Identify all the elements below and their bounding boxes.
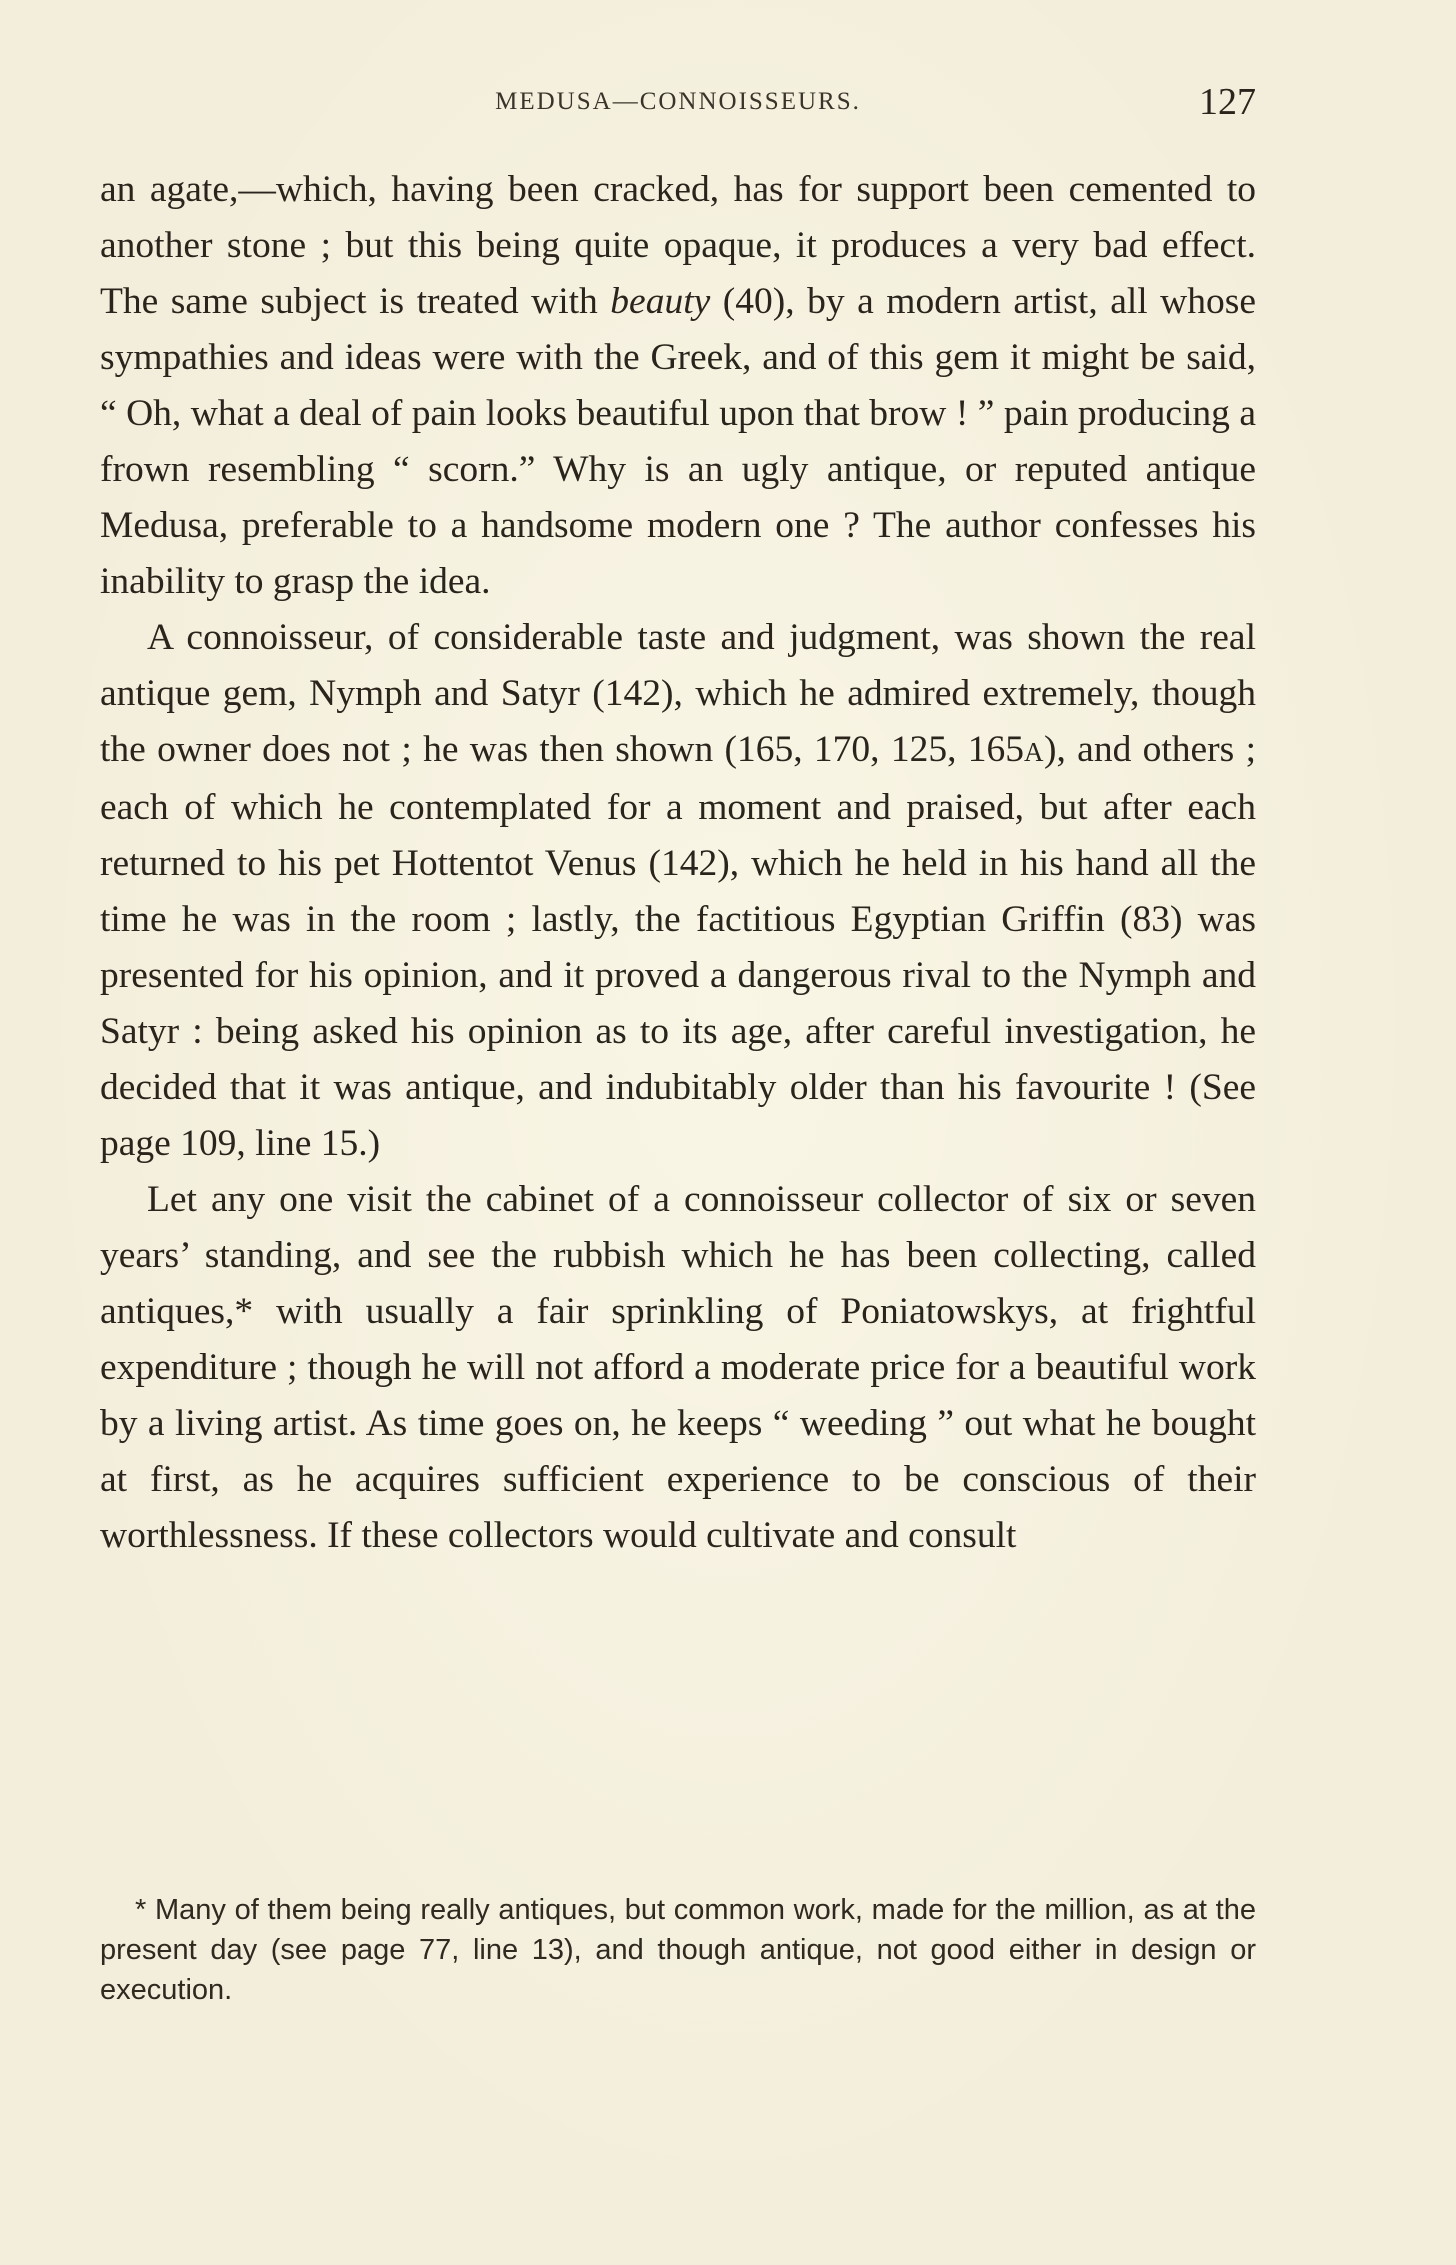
running-head — [100, 80, 1256, 123]
footnote-text: * Many of them being really antiques, but common work, made for the million, as at the present day (see page 77, line 13), and though antique, not good either in design or execution. — [100, 1894, 1256, 2006]
page-number: 127 — [1199, 81, 1256, 123]
text-span: an agate,—which, having been cracked, has for support been cemented to another stone ; but this being quite opaque, it produces a very bad effect. The same subject is treated with — [100, 169, 1256, 322]
text-span: (40), by a modern artist, all whose sympathies and ideas were with the Greek, and of this gem it might be said, “ Oh, what a deal of pain looks beautiful upon that brow ! ” pain producing a frown resembling “ scorn.” Why is an ugly antique, or reputed antique Medusa, preferable to a handsome modern one ? The author confesses his inability to grasp the idea. — [100, 281, 1257, 602]
paragraph — [100, 610, 1256, 1172]
text-span: A connoisseur, of considerable taste and judgment, was shown the real antique gem, Nymph and Satyr (142), which he admired extremely, though the owner does not ; he was then shown (165, 170, 125, 165 — [100, 617, 1256, 770]
footnote — [100, 1890, 1256, 2010]
paragraph — [100, 162, 1256, 610]
running-title: MEDUSA—CONNOISSEURS. — [495, 88, 861, 115]
italic-word: beauty — [610, 281, 711, 322]
small-caps-letter: A — [1024, 737, 1045, 767]
paragraph: Let any one visit the cabinet of a connoisseur collector of six or seven years’ standing, and see the rubbish which he has been collecting, called antiques,* with usually a fair sprinkling of Poniatowskys, at frightful expenditure ; though he will not afford a moderate price for a beautiful work by a living artist. As time goes on, he keeps “ weeding ” out what he bought at first, as he acquires sufficient experience to be conscious of their worthlessness. If these collectors would cultivate and consult — [100, 1179, 1256, 1556]
body-text — [100, 162, 1256, 1564]
text-span: ), and others ; each of which he contemplated for a moment and praised, but after each returned to his pet Hottentot Venus (142), which he held in his hand all the time he was in the room ; lastly, the factitious Egyptian Griffin (83) was presented for his opinion, and it proved a dangerous rival to the Nymph and Satyr : being asked his opinion as to its age, after careful investigation, he decided that it was antique, and indubitably older than his favourite ! (See page 109, line 15.) — [100, 729, 1256, 1164]
